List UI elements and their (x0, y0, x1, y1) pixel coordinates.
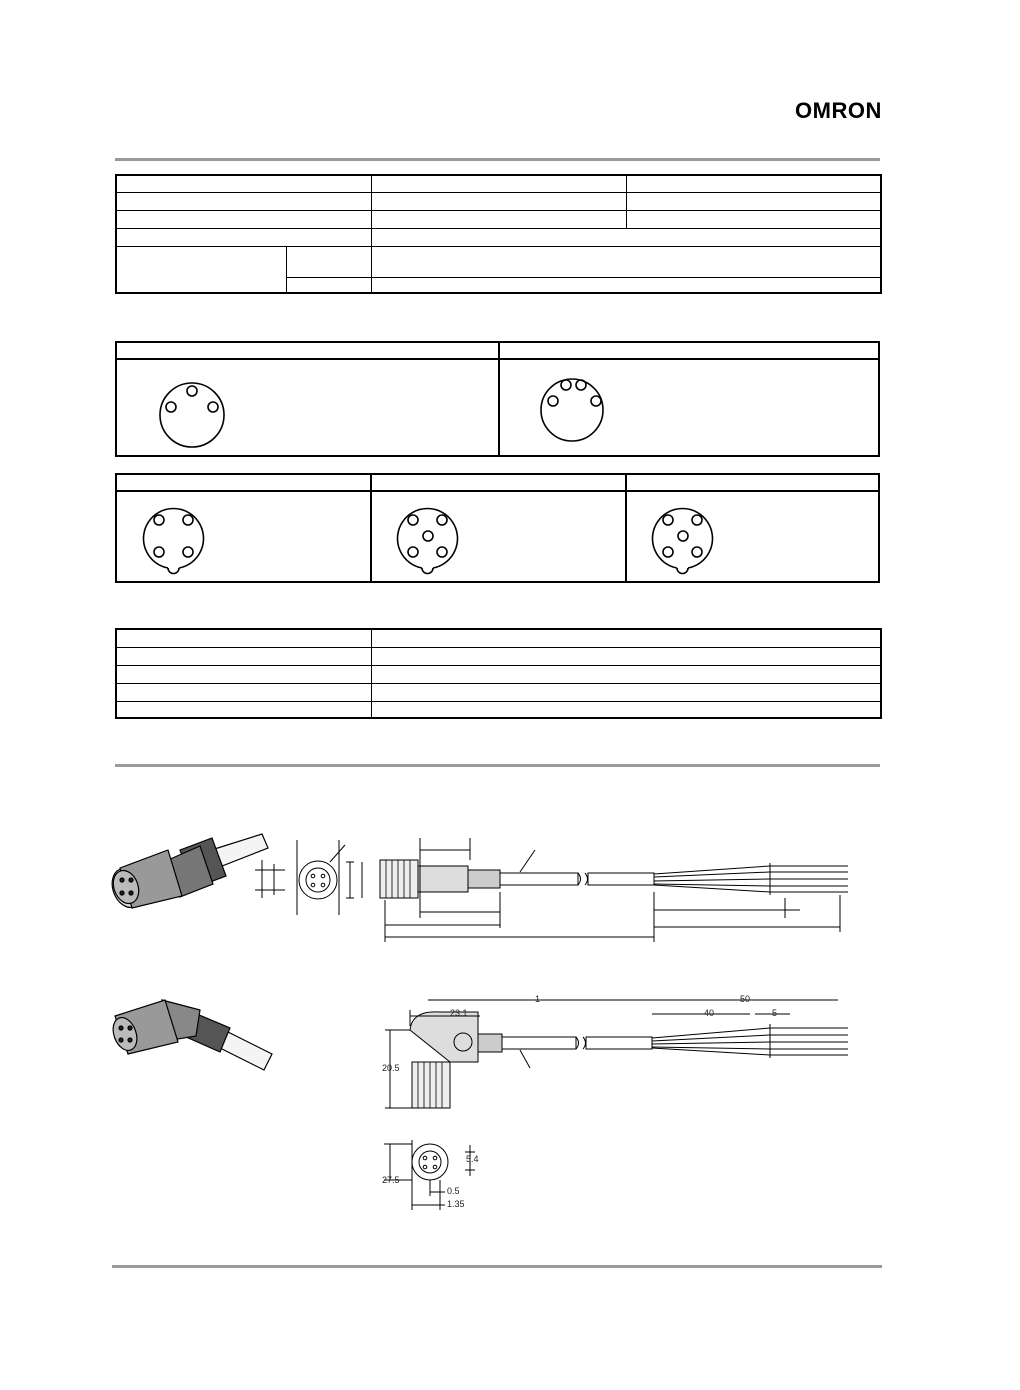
angled-connector-illustration (109, 1000, 272, 1070)
dim-label: 40 (704, 1008, 715, 1018)
footer-divider (112, 1265, 882, 1268)
dim-label: 1 (535, 994, 541, 1004)
dim-label: 0.5 (447, 1186, 460, 1196)
dim-label: 27.5 (382, 1175, 400, 1185)
omron-logo: OMRON (795, 98, 882, 123)
dim-label: 23.1 (450, 1008, 468, 1018)
dim-label: 5 (772, 1008, 778, 1018)
dim-label: 50 (740, 994, 751, 1004)
dim-label: 1.35 (447, 1199, 465, 1209)
dim-label: 5.4 (466, 1154, 479, 1164)
dim-label: 20.5 (382, 1063, 400, 1073)
